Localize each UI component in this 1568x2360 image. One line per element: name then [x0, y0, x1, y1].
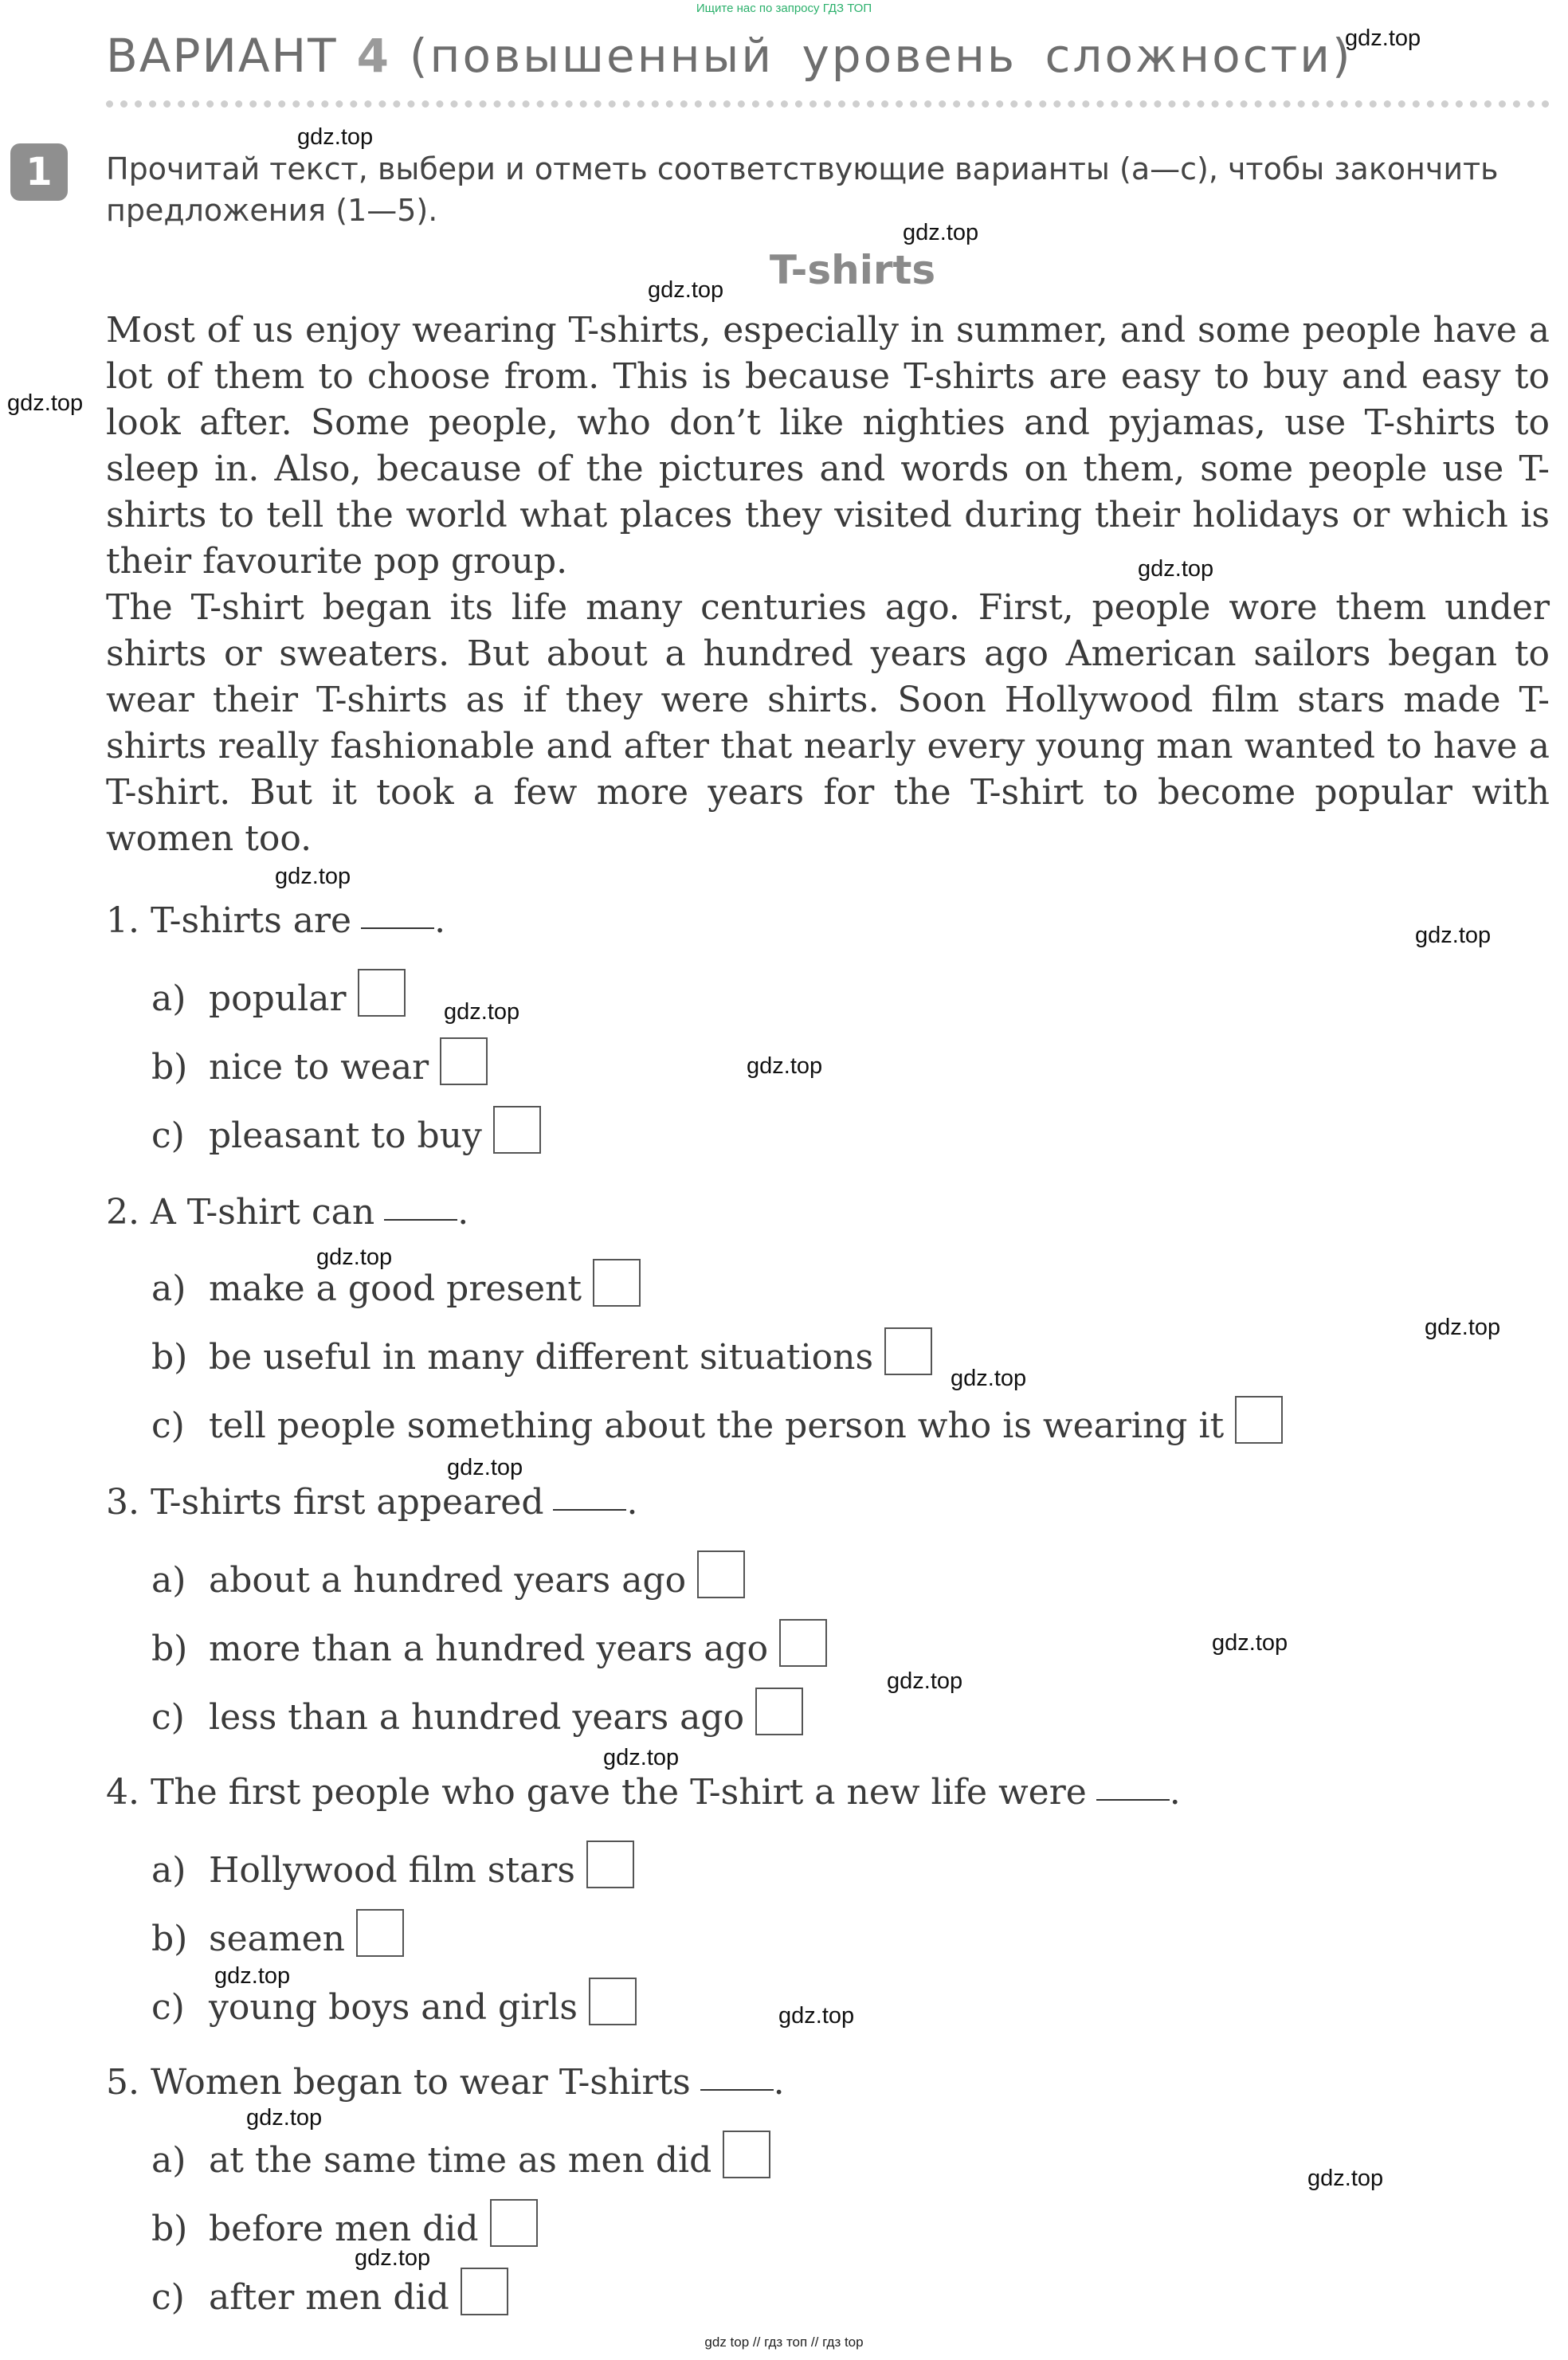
option-letter: a) [151, 1850, 186, 1891]
option-5b [151, 2199, 538, 2249]
watermark: gdz.top [747, 1053, 823, 1079]
option-letter: c) [151, 1405, 185, 1446]
question-end: . [1169, 1772, 1181, 1813]
option-text: Hollywood film stars [209, 1850, 575, 1891]
question-stem: 3. T-shirts first appeared [106, 1482, 544, 1523]
question-end: . [773, 2062, 785, 2103]
dotted-divider [106, 100, 1550, 108]
option-letter: c) [151, 2277, 185, 2318]
answer-checkbox[interactable] [493, 1106, 541, 1154]
passage-paragraph: Most of us enjoy wearing T-shirts, especially in summer, and some people have a lot of them to choose from. This is because T-shirts are easy to buy and easy to look after. Some people, who don’t like nighties and pyjamas, use T-shirts to sleep in. Also, because of the pictures and words on them, some people use T-shirts to tell the world what places they visited during their holidays or which is their favourite pop group. [106, 310, 1550, 582]
option-letter: b) [151, 1337, 188, 1378]
option-letter: c) [151, 1697, 185, 1738]
question-end: . [626, 1482, 638, 1523]
option-text: at the same time as men did [209, 2140, 712, 2181]
watermark: gdz.top [355, 2245, 431, 2271]
option-letter: a) [151, 978, 186, 1019]
task-number-badge: 1 [10, 143, 68, 201]
watermark: gdz.top [648, 277, 724, 303]
option-letter: a) [151, 1268, 186, 1309]
watermark: gdz.top [1138, 556, 1214, 582]
option-3c [151, 1688, 803, 1738]
answer-checkbox[interactable] [589, 1978, 637, 2025]
option-letter: b) [151, 1047, 188, 1088]
answer-blank [361, 927, 434, 929]
text-heading: T-shirts [769, 247, 936, 293]
watermark: gdz.top [444, 999, 520, 1025]
answer-checkbox[interactable] [779, 1619, 827, 1667]
question-stem: 4. The first people who gave the T-shirt a new life were [106, 1772, 1087, 1813]
top-note: Ищите нас по запросу ГДЗ ТОП [696, 2, 872, 15]
question-3 [106, 1482, 637, 1523]
option-1c [151, 1106, 541, 1156]
answer-blank [553, 1509, 626, 1511]
option-text: more than a hundred years ago [209, 1629, 769, 1669]
option-letter: c) [151, 1115, 185, 1156]
question-4 [106, 1772, 1181, 1813]
watermark: gdz.top [778, 2003, 855, 2029]
watermark: gdz.top [447, 1455, 523, 1480]
footer: gdz top // гдз топ // гдз top [704, 2335, 864, 2350]
option-2c [151, 1396, 1283, 1446]
watermark: gdz.top [1212, 1630, 1288, 1656]
question-stem: 1. T-shirts are [106, 900, 352, 941]
question-2 [106, 1192, 468, 1233]
watermark: gdz.top [1307, 2166, 1384, 2191]
answer-checkbox[interactable] [1235, 1396, 1283, 1444]
option-4b [151, 1909, 404, 1959]
answer-checkbox[interactable] [884, 1327, 932, 1375]
question-end: . [434, 900, 446, 941]
option-text: popular [209, 978, 347, 1019]
answer-checkbox[interactable] [440, 1037, 488, 1085]
option-text: pleasant to buy [209, 1115, 482, 1156]
option-text: about a hundred years ago [209, 1560, 687, 1601]
option-text: young boys and girls [209, 1987, 578, 2028]
answer-checkbox[interactable] [697, 1550, 745, 1598]
option-letter: b) [151, 1919, 188, 1959]
title-number: 4 [356, 29, 390, 83]
answer-blank [384, 1219, 457, 1221]
option-text: less than a hundred years ago [209, 1697, 745, 1738]
option-text: be useful in many different situations [209, 1337, 874, 1378]
option-text: before men did [209, 2209, 479, 2249]
task-instruction: Прочитай текст, выбери и отметь соответствующие варианты (a—c), чтобы закончить предложения (1—5). [106, 151, 1499, 228]
watermark: gdz.top [246, 2105, 323, 2131]
watermark: gdz.top [951, 1366, 1027, 1391]
question-1 [106, 900, 445, 941]
option-text: after men did [209, 2277, 449, 2318]
answer-checkbox[interactable] [490, 2199, 538, 2247]
watermark: gdz.top [603, 1745, 680, 1770]
watermark: gdz.top [275, 864, 351, 889]
option-text: seamen [209, 1919, 345, 1959]
option-letter: c) [151, 1987, 185, 2028]
question-end: . [457, 1192, 469, 1233]
option-3b [151, 1619, 827, 1669]
title-variant: ВАРИАНТ [106, 29, 338, 83]
option-text: nice to wear [209, 1047, 429, 1088]
option-3a [151, 1550, 745, 1601]
answer-blank [1096, 1799, 1170, 1801]
answer-checkbox[interactable] [755, 1688, 803, 1735]
answer-checkbox[interactable] [586, 1841, 634, 1888]
answer-checkbox[interactable] [593, 1259, 641, 1307]
question-stem: 5. Women began to wear T-shirts [106, 2062, 691, 2103]
watermark: gdz.top [903, 220, 979, 245]
option-text: make a good present [209, 1268, 582, 1309]
option-5a [151, 2131, 770, 2181]
option-1a [151, 969, 406, 1019]
option-5c [151, 2268, 508, 2318]
answer-checkbox[interactable] [461, 2268, 508, 2315]
watermark: gdz.top [1345, 25, 1421, 51]
page-title [106, 29, 1353, 83]
option-2b [151, 1327, 932, 1378]
answer-checkbox[interactable] [358, 969, 406, 1017]
option-1b [151, 1037, 488, 1088]
watermark: gdz.top [7, 390, 84, 416]
watermark: gdz.top [1425, 1315, 1501, 1340]
watermark: gdz.top [214, 1963, 291, 1989]
question-stem: 2. A T-shirt can [106, 1192, 375, 1233]
answer-checkbox[interactable] [356, 1909, 404, 1957]
passage-paragraph: The T-shirt began its life many centuries ago. First, people wore them under shirts or sweaters. But about a hundred years ago American sailors began to wear their T-shirts as if they were shirts. Soon Hollywood film stars made T-shirts really fashionable and after that nearly every young man wanted to have a T-shirt. But it took a few more years for the T-shirt to become popular with women too. [106, 587, 1550, 859]
watermark: gdz.top [1415, 923, 1492, 948]
option-letter: b) [151, 1629, 188, 1669]
option-letter: a) [151, 1560, 186, 1601]
option-text: tell people something about the person who is wearing it [209, 1405, 1225, 1446]
option-4a [151, 1841, 634, 1891]
watermark: gdz.top [297, 124, 374, 150]
watermark: gdz.top [316, 1245, 393, 1270]
option-2a [151, 1259, 641, 1309]
answer-blank [700, 2089, 774, 2091]
question-5 [106, 2062, 785, 2103]
title-level: (повышенный уровень сложности) [409, 29, 1353, 83]
reading-passage [106, 308, 1550, 862]
answer-checkbox[interactable] [723, 2131, 770, 2178]
watermark: gdz.top [887, 1668, 963, 1694]
option-letter: b) [151, 2209, 188, 2249]
option-letter: a) [151, 2140, 186, 2181]
